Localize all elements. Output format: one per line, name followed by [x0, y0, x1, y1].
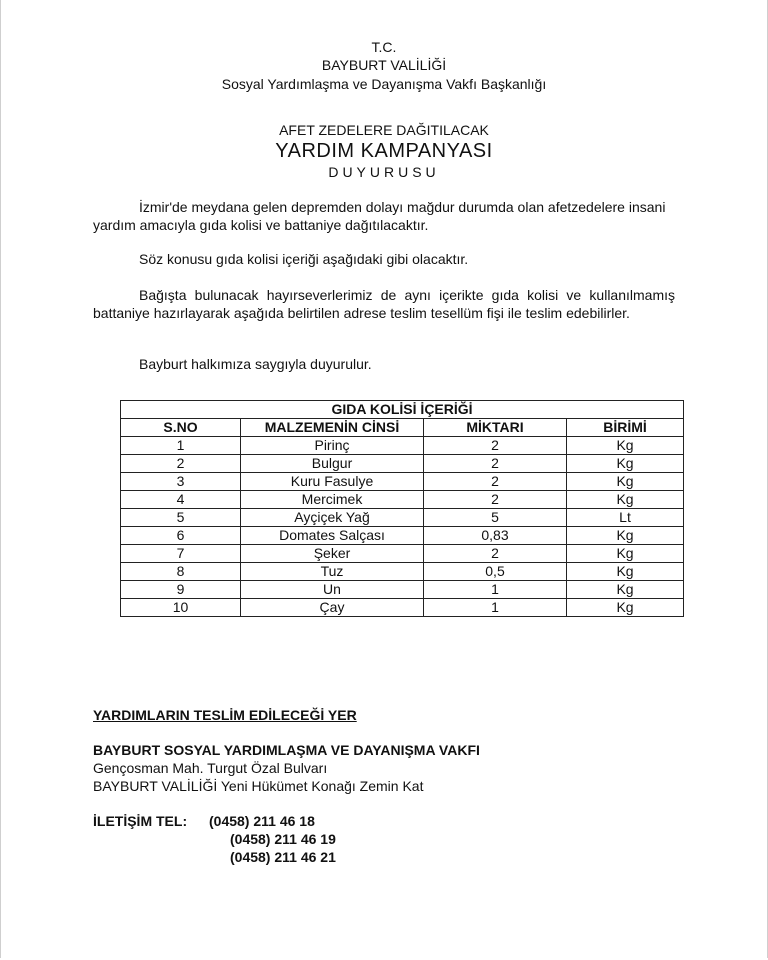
food-package-table: [120, 400, 684, 617]
col-header-sno: S.NO: [121, 419, 241, 437]
table-row: [121, 455, 684, 473]
cell-material: Pirinç: [241, 437, 424, 455]
cell-material: Tuz: [241, 563, 424, 581]
cell-material: Domates Salçası: [241, 527, 424, 545]
cell-sno: 10: [121, 599, 241, 617]
table-title: GIDA KOLİSİ İÇERİĞİ: [121, 401, 684, 419]
cell-material: Bulgur: [241, 455, 424, 473]
paragraph-contents: Söz konusu gıda kolisi içeriği aşağıdaki gibi olacaktır.: [139, 251, 469, 267]
page-title: YARDIM KAMPANYASI: [275, 140, 493, 162]
cell-unit: Kg: [567, 545, 684, 563]
cell-unit: Kg: [567, 455, 684, 473]
title-announcement: DUYURUSU: [328, 164, 440, 180]
cell-unit: Kg: [567, 599, 684, 617]
cell-sno: 6: [121, 527, 241, 545]
paragraph-donors: Bağışta bulunacak hayırseverlerimiz de aynı içerikte gıda kolisi ve kullanılmamış battaniye hazırlayarak aşağıda belirtilen adrese teslim tesellüm fişi ile teslim edebilirler.: [93, 287, 675, 321]
col-header-quantity: MİKTARI: [424, 419, 567, 437]
cell-material: Kuru Fasulye: [241, 473, 424, 491]
cell-unit: Kg: [567, 473, 684, 491]
cell-sno: 7: [121, 545, 241, 563]
col-header-unit: BİRİMİ: [567, 419, 684, 437]
delivery-heading: YARDIMLARIN TESLİM EDİLECEĞİ YER: [93, 707, 357, 723]
delivery-org: BAYBURT SOSYAL YARDIMLAŞMA VE DAYANIŞMA VAKFI: [93, 742, 480, 758]
cell-quantity: 0,83: [424, 527, 567, 545]
table-header-row: [121, 419, 684, 437]
table-row: [121, 437, 684, 455]
cell-material: Un: [241, 581, 424, 599]
col-header-material: MALZEMENİN CİNSİ: [241, 419, 424, 437]
table-row: [121, 473, 684, 491]
paragraph-intro: İzmir'de meydana gelen depremden dolayı mağdur durumda olan afetzedelere insani yardım amacıyla gıda kolisi ve battaniye dağıtılacaktır.: [93, 199, 666, 233]
cell-quantity: 5: [424, 509, 567, 527]
cell-unit: Kg: [567, 437, 684, 455]
cell-quantity: 1: [424, 599, 567, 617]
table-row: [121, 491, 684, 509]
cell-quantity: 2: [424, 491, 567, 509]
contact-tel-label: İLETİŞİM TEL:: [93, 813, 188, 829]
cell-unit: Kg: [567, 527, 684, 545]
table-row: [121, 581, 684, 599]
table-row: [121, 509, 684, 527]
header-governorship: BAYBURT VALİLİĞİ: [321, 57, 447, 73]
cell-quantity: 2: [424, 455, 567, 473]
delivery-address-line1: Gençosman Mah. Turgut Özal Bulvarı: [93, 760, 328, 776]
cell-unit: Lt: [567, 509, 684, 527]
cell-sno: 9: [121, 581, 241, 599]
cell-quantity: 2: [424, 437, 567, 455]
cell-unit: Kg: [567, 563, 684, 581]
phone-number: (0458) 211 46 18: [209, 813, 315, 829]
title-line1: AFET ZEDELERE DAĞITILACAK: [279, 122, 489, 138]
cell-quantity: 2: [424, 473, 567, 491]
cell-quantity: 0,5: [424, 563, 567, 581]
cell-sno: 3: [121, 473, 241, 491]
header-foundation: Sosyal Yardımlaşma ve Dayanışma Vakfı Başkanlığı: [221, 76, 547, 92]
phone-number: (0458) 211 46 19: [230, 831, 336, 847]
cell-sno: 2: [121, 455, 241, 473]
cell-quantity: 2: [424, 545, 567, 563]
table-row: [121, 545, 684, 563]
cell-sno: 1: [121, 437, 241, 455]
cell-material: Şeker: [241, 545, 424, 563]
delivery-address-line2: BAYBURT VALİLİĞİ Yeni Hükümet Konağı Zemin Kat: [93, 778, 424, 794]
cell-sno: 8: [121, 563, 241, 581]
paragraph-closing: Bayburt halkımıza saygıyla duyurulur.: [139, 356, 372, 372]
table-row: [121, 527, 684, 545]
cell-material: Ayçiçek Yağ: [241, 509, 424, 527]
cell-sno: 4: [121, 491, 241, 509]
table-body: [121, 437, 684, 617]
cell-unit: Kg: [567, 491, 684, 509]
header-tc: T.C.: [371, 39, 397, 55]
cell-material: Mercimek: [241, 491, 424, 509]
cell-quantity: 1: [424, 581, 567, 599]
cell-sno: 5: [121, 509, 241, 527]
cell-unit: Kg: [567, 581, 684, 599]
phone-number: (0458) 211 46 21: [230, 849, 336, 865]
table-row: [121, 563, 684, 581]
cell-material: Çay: [241, 599, 424, 617]
table-row: [121, 599, 684, 617]
